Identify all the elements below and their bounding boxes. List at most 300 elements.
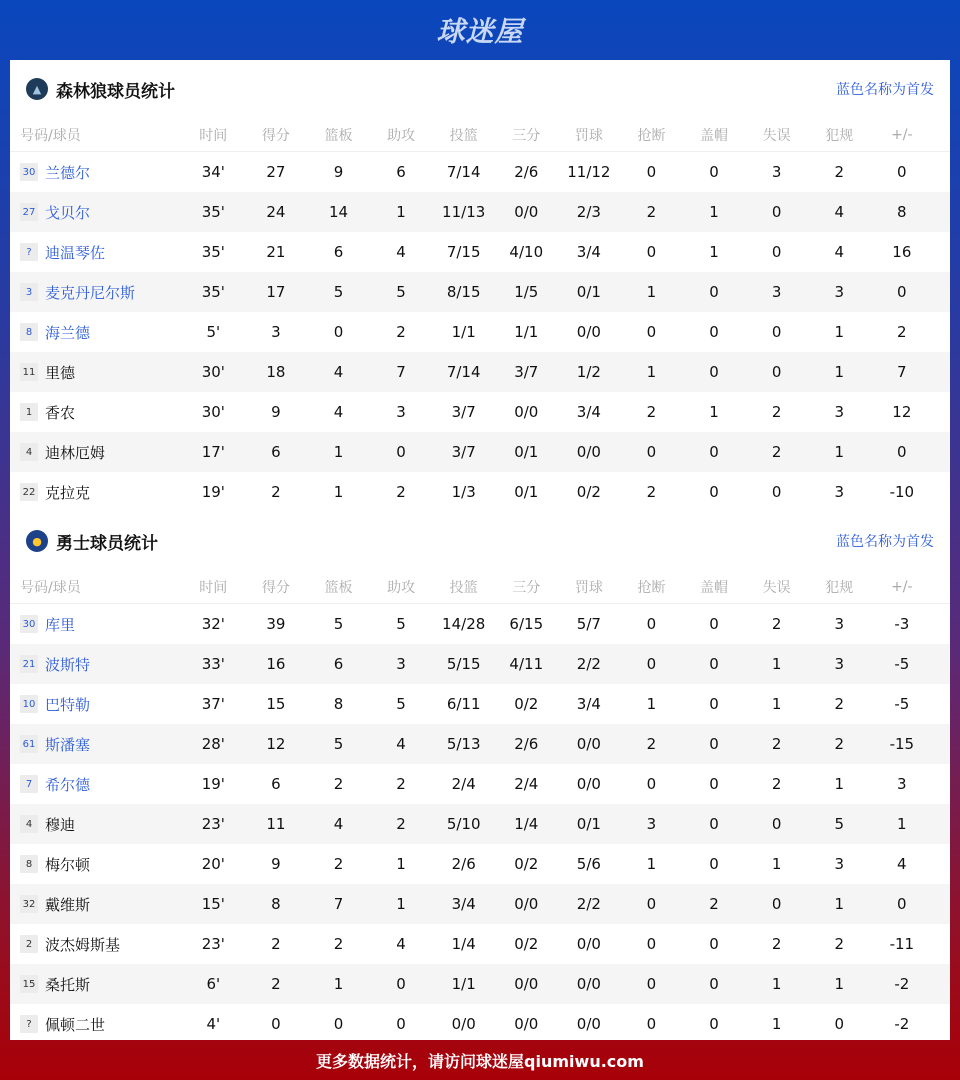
jersey-number: 4 (20, 443, 38, 461)
stat-cell: 0/0 (514, 975, 539, 993)
stat-cell: 2 (333, 935, 344, 953)
player-row[interactable] (10, 884, 950, 924)
player-row[interactable] (10, 312, 950, 352)
stat-cell: 34' (201, 163, 225, 181)
stat-cell: -11 (889, 935, 915, 953)
stat-cell: 0 (646, 975, 657, 993)
stat-cell: 3/7 (451, 403, 476, 421)
stat-cell: 2 (271, 935, 281, 953)
stat-cell: 7/14 (446, 363, 481, 381)
stat-cell: 4 (834, 243, 844, 261)
stat-cell: 33' (201, 655, 225, 673)
stat-cell: 1 (396, 895, 406, 913)
stat-cell: 2 (834, 935, 844, 953)
player-name[interactable]: 香农 (45, 403, 76, 422)
jersey-number: 10 (20, 695, 38, 713)
stat-cell: 0/2 (514, 695, 539, 713)
stat-cell: 8/15 (446, 283, 481, 301)
column-header[interactable]: 助攻 (387, 579, 416, 596)
stat-cell: 0/0 (576, 975, 601, 993)
stat-cell: 8 (271, 895, 281, 913)
stat-cell: 2 (897, 323, 907, 341)
stat-cell: 27 (266, 163, 286, 181)
column-header[interactable]: 三分 (512, 127, 541, 144)
stat-cell: 5 (333, 735, 344, 753)
stat-cell: 0/2 (514, 935, 539, 953)
stat-cell: 2 (271, 483, 281, 501)
stat-cell: 3 (271, 323, 281, 341)
stat-cell: 11/13 (442, 203, 486, 221)
player-name[interactable]: 巴特勒 (45, 695, 91, 714)
stat-cell: 0/0 (576, 443, 601, 461)
stat-cell: 0 (897, 895, 907, 913)
stat-cell: 1/4 (451, 935, 476, 953)
stat-cell: 0/0 (514, 203, 539, 221)
player-name[interactable]: 海兰德 (45, 323, 91, 342)
starter-note: 蓝色名称为首发 (836, 82, 934, 98)
column-header[interactable]: +/- (891, 126, 913, 143)
stat-cell: 0/0 (576, 1015, 601, 1033)
stat-cell: 5 (834, 815, 844, 833)
stat-cell: -15 (889, 735, 915, 753)
stat-cell: 5/10 (446, 815, 481, 833)
stat-cell: 7 (897, 363, 907, 381)
stat-cell: 0/2 (514, 855, 539, 873)
stat-cell: 0 (771, 203, 782, 221)
stat-cell: 0 (396, 443, 406, 461)
stat-cell: -10 (889, 483, 915, 501)
stat-cell: 1/1 (514, 323, 539, 341)
stat-cell: 4/11 (509, 655, 544, 673)
column-headers (10, 118, 950, 152)
stat-cell: 1/4 (514, 815, 539, 833)
column-header[interactable]: 罚球 (574, 127, 603, 144)
stat-cell: 2 (396, 815, 406, 833)
stat-cell: 18 (266, 363, 286, 381)
stat-cell: 0 (771, 815, 782, 833)
stat-cell: 1 (771, 855, 782, 873)
stat-cell: 4 (396, 243, 406, 261)
team-logo-icon: ▲ (26, 78, 48, 100)
stat-cell: 3 (396, 655, 406, 673)
stat-cell: 4 (396, 735, 406, 753)
stat-cell: 0 (709, 363, 719, 381)
stat-cell: 0/1 (576, 283, 601, 301)
stat-cell: 2 (771, 775, 782, 793)
player-row[interactable] (10, 432, 950, 472)
stat-cell: 2 (396, 323, 406, 341)
stat-cell: 3 (834, 655, 844, 673)
stat-cell: 1 (646, 283, 657, 301)
player-name[interactable]: 波斯特 (45, 655, 91, 674)
stat-cell: 0 (771, 895, 782, 913)
player-name[interactable]: 麦克丹尼尔斯 (45, 283, 136, 302)
stat-cell: 3/4 (576, 695, 601, 713)
player-row[interactable] (10, 764, 950, 804)
column-header[interactable]: 三分 (512, 579, 541, 596)
stat-cell: 2 (834, 695, 844, 713)
stat-cell: 2 (646, 203, 657, 221)
player-row[interactable] (10, 272, 950, 312)
stat-cell: 4 (333, 815, 344, 833)
stat-cell: 0 (709, 815, 719, 833)
player-row[interactable] (10, 964, 950, 1004)
stat-cell: 19' (201, 775, 225, 793)
stat-cell: 37' (201, 695, 225, 713)
stat-cell: 6 (333, 655, 344, 673)
stat-cell: 3 (396, 403, 406, 421)
stat-cell: 0 (709, 163, 719, 181)
column-header[interactable]: 犯规 (825, 579, 854, 596)
stat-cell: 0/0 (514, 1015, 539, 1033)
player-row[interactable] (10, 1004, 950, 1044)
column-header[interactable]: 盖帽 (700, 127, 729, 144)
player-row[interactable] (10, 684, 950, 724)
stat-cell: 9 (271, 403, 281, 421)
stat-cell: 0 (709, 443, 719, 461)
stat-cell: 0/2 (576, 483, 601, 501)
player-row[interactable] (10, 192, 950, 232)
stat-cell: 1 (771, 975, 782, 993)
column-header[interactable]: 篮板 (324, 579, 353, 596)
stat-cell: 6 (396, 163, 406, 181)
stat-cell: 1 (709, 403, 719, 421)
player-name[interactable]: 戈贝尔 (45, 203, 91, 222)
jersey-number: 22 (20, 483, 38, 501)
stat-cell: 9 (333, 163, 344, 181)
stat-cell: 7 (396, 363, 406, 381)
jersey-number: 30 (20, 163, 38, 181)
stat-cell: 1 (771, 655, 782, 673)
jersey-number: 32 (20, 895, 38, 913)
stat-cell: 1/1 (451, 975, 476, 993)
stat-cell: 0 (271, 1015, 281, 1033)
column-header[interactable]: 失误 (762, 579, 791, 596)
column-header[interactable]: 得分 (261, 579, 290, 596)
jersey-number: 2 (20, 935, 38, 953)
stat-cell: 35' (201, 203, 225, 221)
stat-cell: 4 (396, 935, 406, 953)
stat-cell: 2/3 (576, 203, 601, 221)
stat-cell: 0 (646, 443, 657, 461)
stat-cell: 4 (333, 403, 344, 421)
stat-cell: 4 (333, 363, 344, 381)
jersey-number: 8 (20, 855, 38, 873)
stat-cell: 2 (771, 403, 782, 421)
stat-cell: 1/2 (576, 363, 601, 381)
stat-cell: 0 (709, 615, 719, 633)
stat-cell: -3 (894, 615, 910, 633)
stat-cell: 1 (709, 243, 719, 261)
stat-cell: 0 (646, 655, 657, 673)
column-header[interactable]: 犯规 (825, 127, 854, 144)
stat-cell: 1 (333, 483, 344, 501)
stat-cell: 16 (266, 655, 286, 673)
stat-cell: 30' (201, 363, 225, 381)
stat-cell: 2 (771, 615, 782, 633)
column-header[interactable]: +/- (891, 578, 913, 595)
column-header[interactable]: 抢断 (637, 579, 666, 596)
stat-cell: 2 (834, 163, 844, 181)
stat-cell: 19' (201, 483, 225, 501)
player-row[interactable] (10, 844, 950, 884)
stat-cell: 35' (201, 283, 225, 301)
stat-cell: 6/15 (509, 615, 544, 633)
stat-cell: 4 (897, 855, 907, 873)
stat-cell: -2 (894, 975, 910, 993)
jersey-number: ? (20, 243, 38, 261)
stat-cell: 2 (271, 975, 281, 993)
player-name[interactable]: 迪温琴佐 (45, 243, 106, 262)
player-row[interactable] (10, 472, 950, 512)
stat-cell: 11 (266, 815, 286, 833)
column-header[interactable]: 得分 (261, 127, 290, 144)
stat-cell: 0/0 (451, 1015, 476, 1033)
stat-cell: 11/12 (567, 163, 611, 181)
stat-cell: 0 (709, 975, 719, 993)
stat-cell: 8 (333, 695, 344, 713)
stat-cell: 6 (333, 243, 344, 261)
stat-cell: 23' (201, 935, 225, 953)
stat-cell: 0 (646, 935, 657, 953)
stat-cell: 5 (396, 283, 406, 301)
stat-cell: 1 (396, 203, 406, 221)
column-header[interactable]: 时间 (199, 127, 228, 144)
stat-cell: 2 (771, 735, 782, 753)
stat-cell: 12 (266, 735, 286, 753)
stat-cell: 6 (271, 775, 281, 793)
player-name[interactable]: 佩顿二世 (45, 1015, 106, 1034)
stat-cell: 2 (646, 403, 657, 421)
player-row[interactable] (10, 232, 950, 272)
stat-cell: 4 (834, 203, 844, 221)
stat-cell: 1 (771, 1015, 782, 1033)
stat-cell: 0 (709, 735, 719, 753)
column-header[interactable]: 罚球 (574, 579, 603, 596)
stat-cell: 16 (892, 243, 912, 261)
stat-cell: 1/1 (451, 323, 476, 341)
stat-cell: 5/6 (576, 855, 601, 873)
jersey-number: 11 (20, 363, 38, 381)
stat-cell: 0/1 (514, 443, 539, 461)
player-name[interactable]: 库里 (45, 615, 76, 634)
player-name[interactable]: 克拉克 (45, 483, 91, 502)
team-title: 勇士球员统计 (56, 533, 158, 554)
stat-cell: 2/2 (576, 655, 601, 673)
player-name[interactable]: 里德 (45, 363, 76, 382)
column-header[interactable]: 投篮 (449, 127, 478, 144)
stat-cell: 12 (892, 403, 912, 421)
stat-cell: 1 (646, 695, 657, 713)
stat-cell: 0/1 (576, 815, 601, 833)
stat-cell: 0 (646, 775, 657, 793)
stat-cell: 0 (709, 775, 719, 793)
jersey-number: 1 (20, 403, 38, 421)
stat-cell: 0 (709, 655, 719, 673)
player-row[interactable] (10, 644, 950, 684)
stat-cell: 3 (834, 855, 844, 873)
stat-cell: -5 (894, 695, 910, 713)
stat-cell: -5 (894, 655, 910, 673)
stat-cell: 14/28 (442, 615, 486, 633)
stat-cell: 5 (333, 283, 344, 301)
footer: 更多数据统计，请访问球迷屋qiumiwu.com (316, 1051, 644, 1071)
stat-cell: 2/6 (451, 855, 476, 873)
stat-cell: 3/4 (576, 243, 601, 261)
stat-cell: 0/0 (514, 403, 539, 421)
stat-cell: 0 (646, 163, 657, 181)
player-row[interactable] (10, 724, 950, 764)
stat-cell: 5' (206, 323, 221, 341)
player-row[interactable] (10, 352, 950, 392)
stat-cell: 2 (396, 483, 406, 501)
column-header[interactable]: 抢断 (637, 127, 666, 144)
player-name[interactable]: 梅尔顿 (45, 855, 91, 874)
stat-cell: 0/0 (514, 895, 539, 913)
stat-cell: 0 (709, 1015, 719, 1033)
stat-cell: 0 (771, 243, 782, 261)
stat-cell: 1 (646, 855, 657, 873)
player-name[interactable]: 穆迪 (45, 815, 76, 834)
team-header (10, 60, 950, 118)
stat-cell: 2 (771, 935, 782, 953)
player-row[interactable] (10, 804, 950, 844)
stat-cell: 0 (396, 975, 406, 993)
stat-cell: 3 (834, 483, 844, 501)
stat-cell: 15' (201, 895, 225, 913)
jersey-number: 30 (20, 615, 38, 633)
stat-cell: 0/1 (514, 483, 539, 501)
column-header[interactable]: 盖帽 (700, 579, 729, 596)
stat-cell: 0 (333, 323, 344, 341)
stat-cell: 21 (266, 243, 286, 261)
player-name[interactable]: 桑托斯 (45, 975, 91, 994)
stat-cell: -2 (894, 1015, 910, 1033)
starter-note: 蓝色名称为首发 (836, 534, 934, 550)
player-name[interactable]: 波杰姆斯基 (45, 935, 121, 954)
column-header[interactable]: 号码/球员 (20, 127, 81, 144)
stat-cell: 6/11 (446, 695, 481, 713)
stat-cell: 15 (266, 695, 286, 713)
stat-cell: 0 (646, 323, 657, 341)
stat-cell: 0 (646, 1015, 657, 1033)
stat-cell: 1 (834, 895, 844, 913)
player-name[interactable]: 斯潘塞 (45, 735, 91, 754)
stat-cell: 2 (396, 775, 406, 793)
player-name[interactable]: 希尔德 (45, 775, 91, 794)
stat-cell: 0 (709, 855, 719, 873)
player-name[interactable]: 迪林厄姆 (45, 443, 106, 462)
stat-cell: 1 (834, 443, 844, 461)
stat-cell: 5/7 (576, 615, 601, 633)
stat-cell: 28' (201, 735, 225, 753)
column-header[interactable]: 号码/球员 (20, 579, 81, 596)
stat-cell: 0 (834, 1015, 844, 1033)
player-name[interactable]: 兰德尔 (45, 163, 91, 182)
jersey-number: 61 (20, 735, 38, 753)
stat-cell: 1 (333, 443, 344, 461)
stat-cell: 0 (771, 483, 782, 501)
stat-cell: 2 (834, 735, 844, 753)
stat-cell: 7/15 (446, 243, 481, 261)
player-name[interactable]: 戴维斯 (45, 895, 91, 914)
stat-cell: 3 (834, 615, 844, 633)
stat-cell: 8 (897, 203, 907, 221)
stat-cell: 2 (333, 775, 344, 793)
column-headers (10, 570, 950, 604)
stat-cell: 30' (201, 403, 225, 421)
column-header[interactable]: 篮板 (324, 127, 353, 144)
stat-cell: 32' (201, 615, 225, 633)
column-header[interactable]: 时间 (199, 579, 228, 596)
stat-cell: 0 (771, 323, 782, 341)
column-header[interactable]: 助攻 (387, 127, 416, 144)
stat-cell: 2 (646, 735, 657, 753)
stat-cell: 1 (834, 975, 844, 993)
player-row[interactable] (10, 604, 950, 644)
stat-cell: 0 (709, 695, 719, 713)
stat-cell: 3 (897, 775, 907, 793)
stat-cell: 0 (897, 283, 907, 301)
stat-cell: 5/15 (446, 655, 481, 673)
player-row[interactable] (10, 392, 950, 432)
stat-cell: 3 (771, 283, 782, 301)
stat-cell: 1 (646, 363, 657, 381)
stat-cell: 39 (266, 615, 286, 633)
stat-cell: 2/4 (451, 775, 476, 793)
stat-cell: 1 (834, 323, 844, 341)
stat-cell: 1/5 (514, 283, 539, 301)
stat-cell: 4/10 (509, 243, 544, 261)
stat-cell: 17' (201, 443, 225, 461)
stat-cell: 5 (396, 695, 406, 713)
stat-cell: 1 (834, 363, 844, 381)
stat-cell: 23' (201, 815, 225, 833)
stat-cell: 3 (834, 403, 844, 421)
column-header[interactable]: 失误 (762, 127, 791, 144)
stat-cell: 2/6 (514, 735, 539, 753)
stat-cell: 0 (771, 363, 782, 381)
stat-cell: 0/0 (576, 323, 601, 341)
player-row[interactable] (10, 924, 950, 964)
stat-cell: 0 (709, 283, 719, 301)
stat-cell: 3/7 (514, 363, 539, 381)
team-header (10, 512, 950, 570)
stat-cell: 2/2 (576, 895, 601, 913)
player-row[interactable] (10, 152, 950, 192)
stat-cell: 1 (709, 203, 719, 221)
stat-cell: 1/3 (451, 483, 476, 501)
brand-logo: 球迷屋 (436, 15, 524, 48)
stat-cell: 0 (709, 483, 719, 501)
stat-cell: 6 (271, 443, 281, 461)
stat-cell: 2 (771, 443, 782, 461)
stat-cell: 9 (271, 855, 281, 873)
stat-cell: 17 (266, 283, 286, 301)
stat-cell: 1 (897, 815, 907, 833)
stat-cell: 0 (897, 443, 907, 461)
stats-card (10, 60, 950, 1040)
stat-cell: 0 (646, 243, 657, 261)
stat-cell: 0/0 (576, 775, 601, 793)
stat-cell: 7 (333, 895, 344, 913)
jersey-number: 7 (20, 775, 38, 793)
stat-cell: 0 (709, 935, 719, 953)
jersey-number: 3 (20, 283, 38, 301)
column-header[interactable]: 投篮 (449, 579, 478, 596)
team-title: 森林狼球员统计 (56, 81, 175, 102)
jersey-number: ? (20, 1015, 38, 1033)
